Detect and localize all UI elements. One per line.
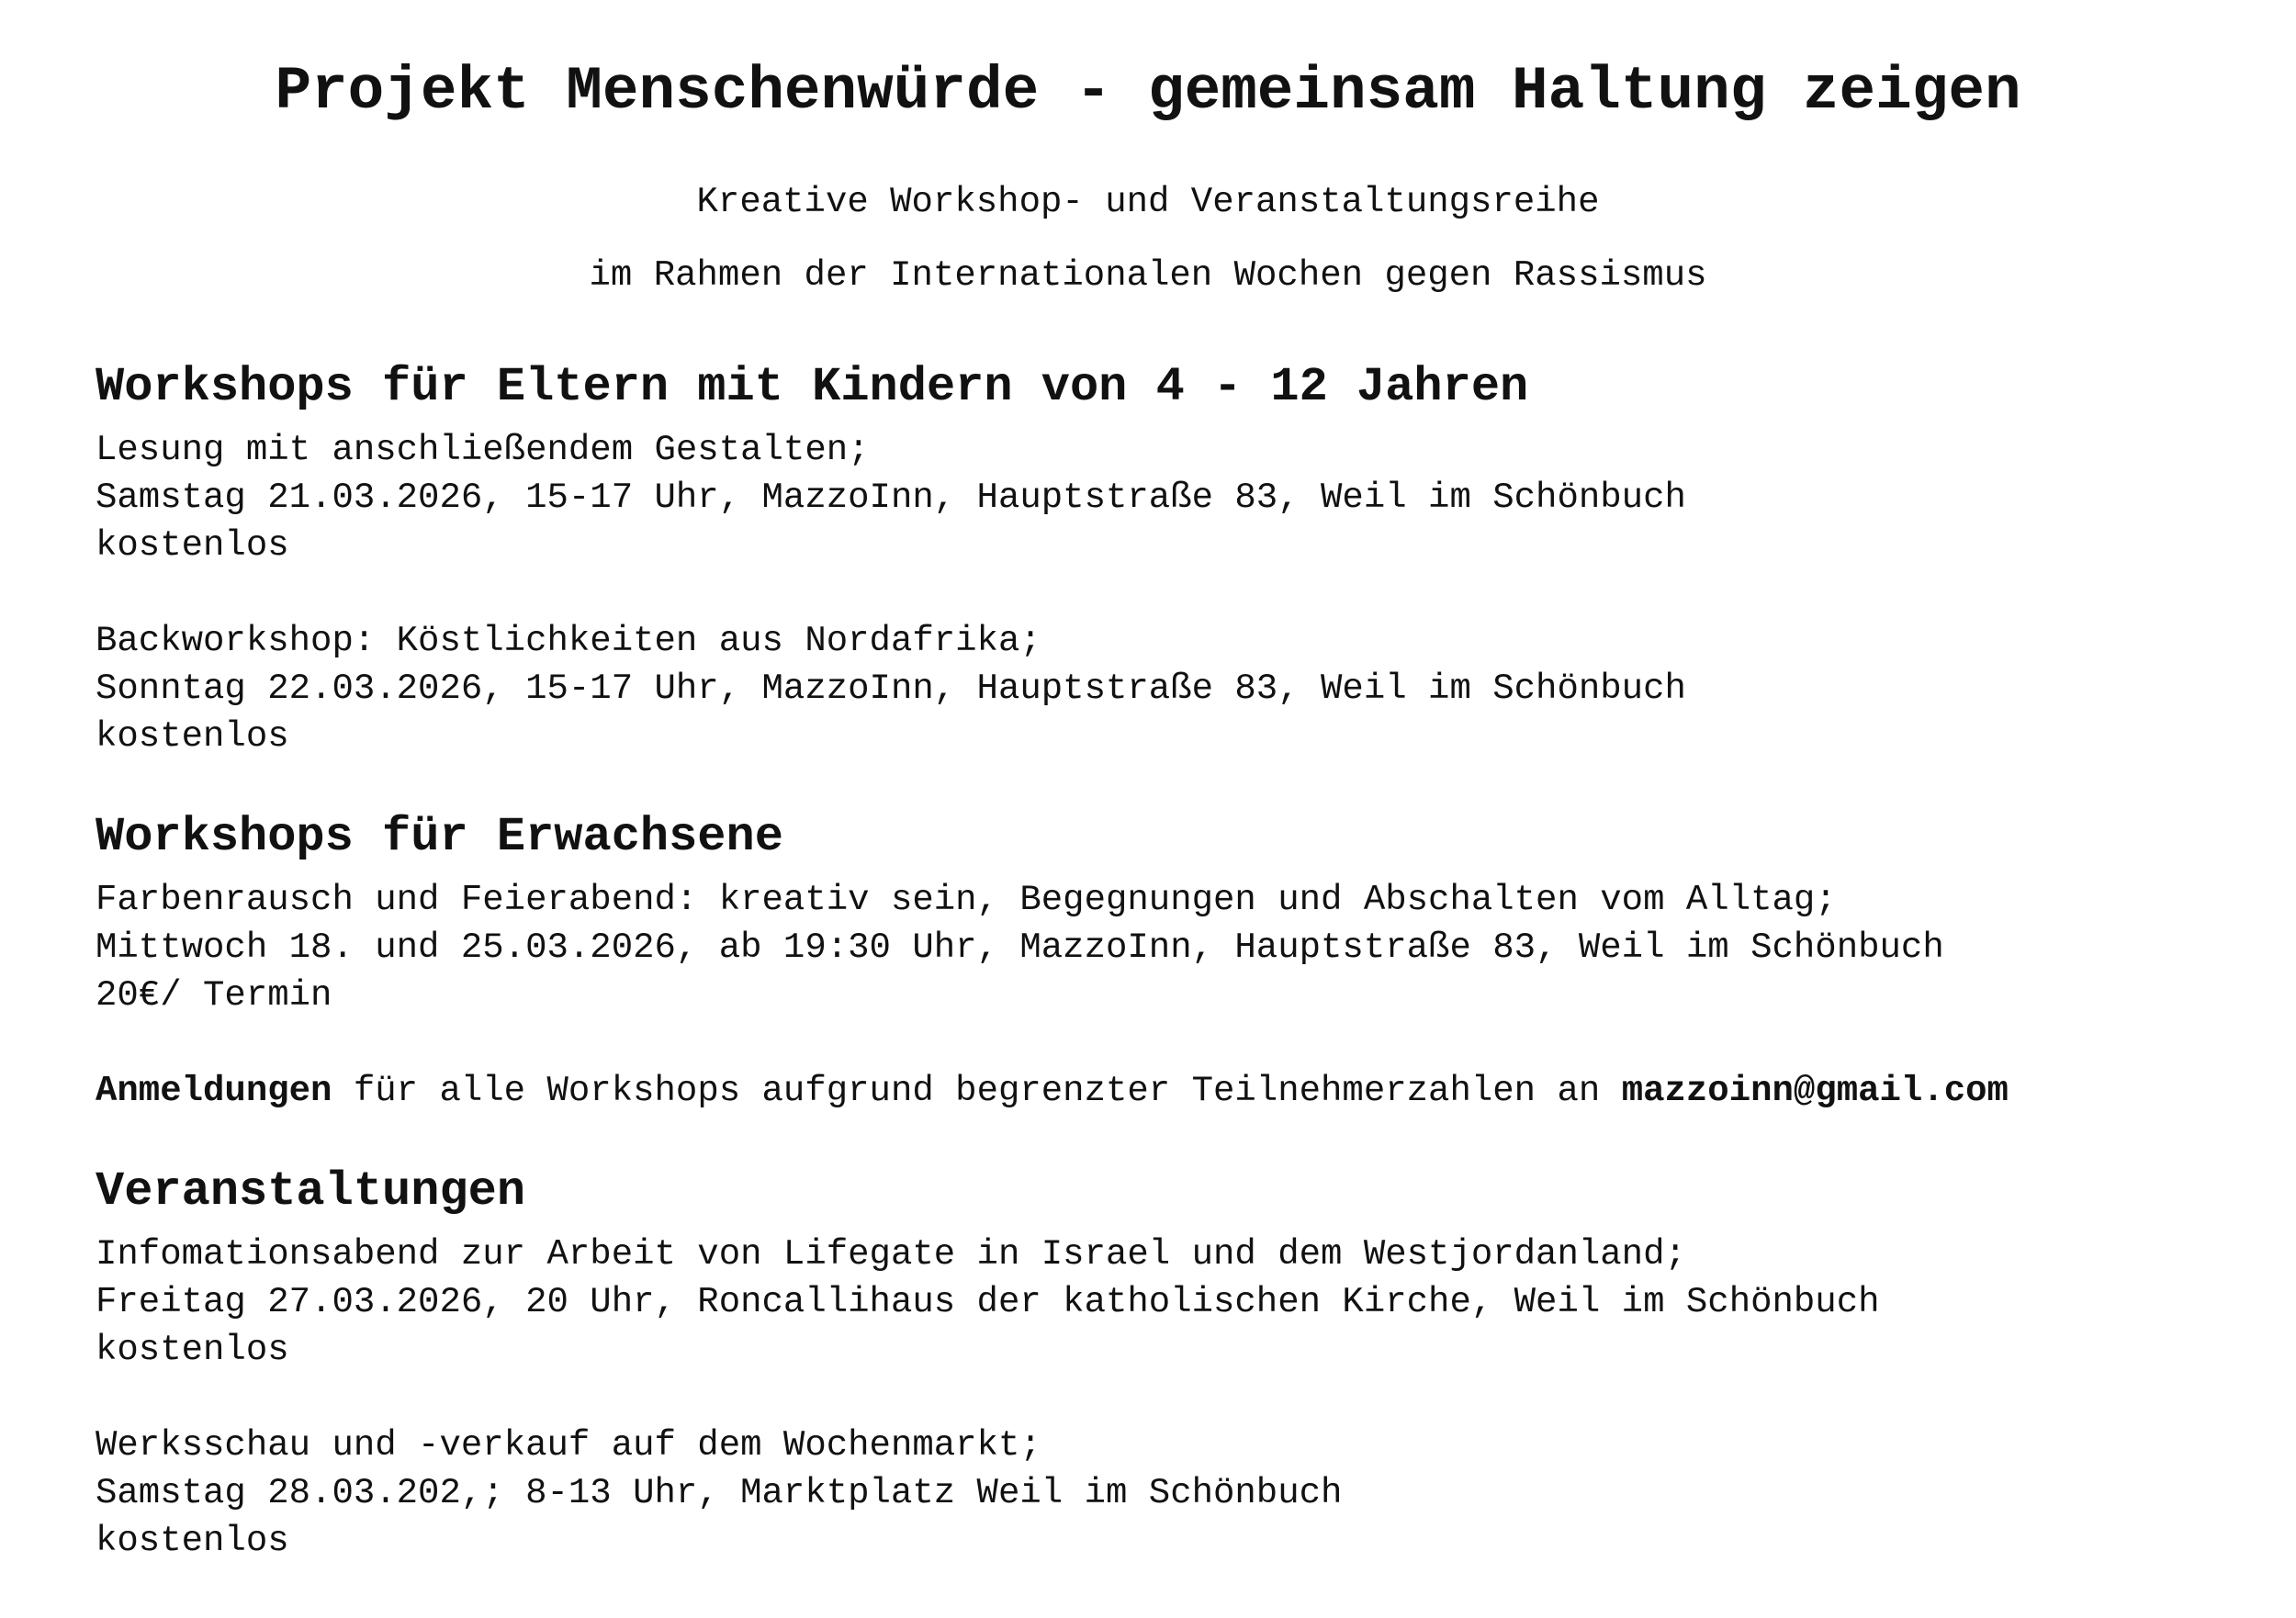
section-heading-family-workshops: Workshops für Eltern mit Kindern von 4 - 12 Jahren (96, 360, 1529, 414)
event-details: Sonntag 22.03.2026, 15-17 Uhr, MazzoInn, Hauptstraße 83, Weil im Schönbuch (96, 669, 1686, 709)
event-name: Werksschau und -verkauf auf dem Wochenmarkt; (96, 1425, 1041, 1466)
registration-email[interactable]: mazzoinn@gmail.com (1621, 1071, 2009, 1111)
event-name: Backworkshop: Köstlichkeiten aus Nordafrika; (96, 621, 1041, 661)
event-name: Infomationsabend zur Arbeit von Lifegate in Israel und dem Westjordanland; (96, 1234, 1686, 1275)
event-price: kostenlos (96, 1330, 289, 1370)
event-price: kostenlos (96, 716, 289, 757)
registration-text: für alle Workshops aufgrund begrenzter Teilnehmerzahlen an (332, 1071, 1622, 1111)
event-name: Farbenrausch und Feierabend: kreativ sein, Begegnungen und Abschalten vom Alltag; (96, 880, 1837, 920)
registration-note (96, 1067, 2009, 1115)
event-name: Lesung mit anschließendem Gestalten; (96, 430, 870, 470)
event-details: Freitag 27.03.2026, 20 Uhr, Roncallihaus der katholischen Kirche, Weil im Schönbuch (96, 1282, 1880, 1322)
subtitle-line-1: Kreative Workshop- und Veranstaltungsreihe (696, 182, 1600, 222)
page-title: Projekt Menschenwürde - gemeinsam Haltung zeigen (275, 57, 2021, 126)
subtitle-line-2: im Rahmen der Internationalen Wochen gegen Rassismus (589, 255, 1707, 296)
event-price: 20€/ Termin (96, 975, 332, 1016)
registration-label: Anmeldungen (96, 1071, 332, 1111)
event-details: Samstag 21.03.2026, 15-17 Uhr, MazzoInn, Hauptstraße 83, Weil im Schönbuch (96, 478, 1686, 518)
event-price: kostenlos (96, 525, 289, 566)
event-price: kostenlos (96, 1521, 289, 1561)
event-details: Mittwoch 18. und 25.03.2026, ab 19:30 Uhr, MazzoInn, Hauptstraße 83, Weil im Schönbuch (96, 927, 1944, 968)
section-heading-adult-workshops: Workshops für Erwachsene (96, 810, 783, 864)
event-details: Samstag 28.03.202,; 8-13 Uhr, Marktplatz Weil im Schönbuch (96, 1473, 1343, 1513)
section-heading-events: Veranstaltungen (96, 1164, 526, 1219)
